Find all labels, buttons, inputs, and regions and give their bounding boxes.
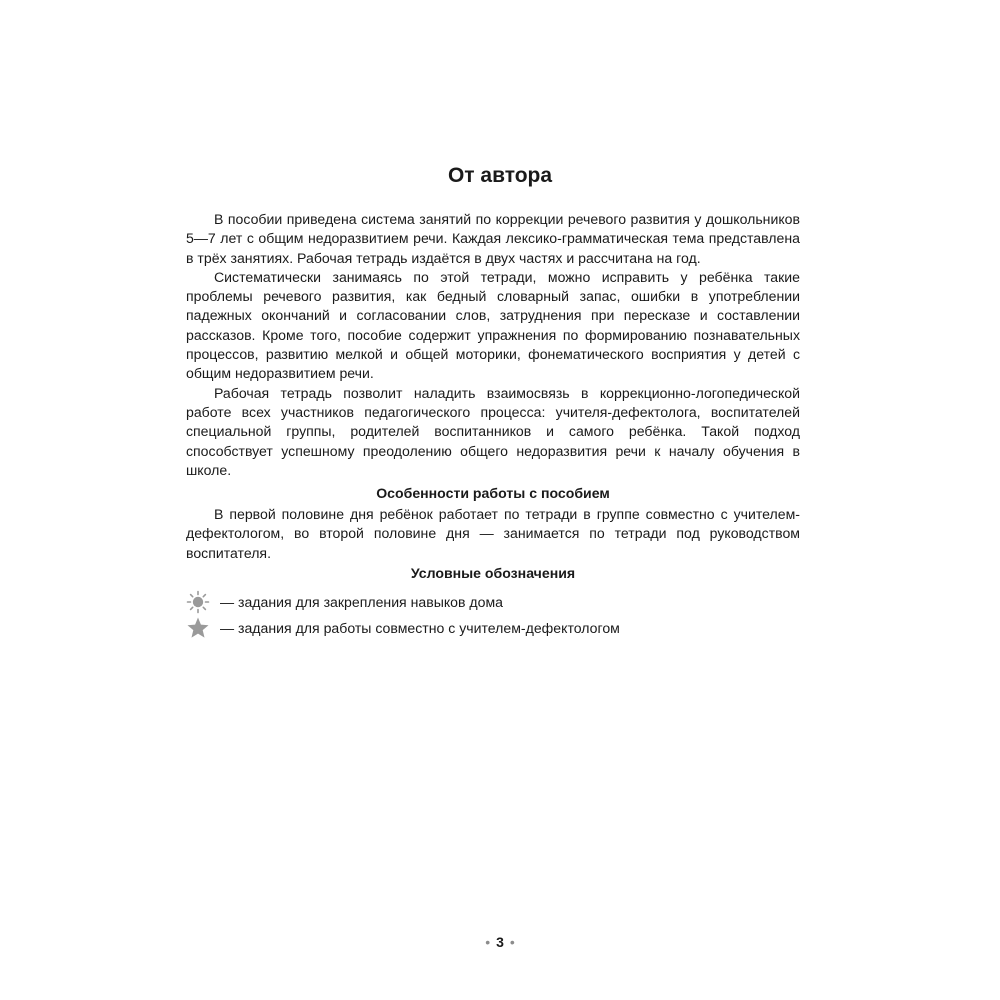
page-title: От автора: [447, 164, 553, 187]
paragraph-3: Рабочая тетрадь позволит наладить взаимосвязь в коррекционно-логопедической работе всех участников педагогического процесса: учителя-дефектолога, воспитателей специальной группы, родителей воспитанников и самого ребёнка. Такой подход способствует успешному преодолению общего недоразвития речи к началу обучения в школе.: [186, 384, 800, 478]
paragraph-2: Систематически занимаясь по этой тетради, можно исправить у ребёнка такие проблемы речевого развития, как бедный словарный запас, ошибки в употреблении падежных окончаний и согласовании слов, затруднения при пересказе и составлении рассказов. Кроме того, пособие содержит упражнения по формированию познавательных процессов, развитию мелкой и общей моторики, фонематического восприятия у детей с общим недоразвитием речи.: [186, 268, 800, 382]
legend-text-home: — задания для закрепления навыков дома: [220, 594, 504, 610]
features-text: [186, 505, 800, 563]
bullet-dot-icon: •: [509, 934, 515, 950]
sun-icon: [186, 590, 210, 614]
page-number: 3: [496, 934, 504, 950]
features-paragraph: В первой половине дня ребёнок работает по тетради в группе совместно с учителем-дефектологом, во второй половине дня — занимается по тетради под руководством воспитателя.: [186, 506, 800, 561]
legend-text-teacher: — задания для работы совместно с учителем-дефектологом: [220, 620, 620, 636]
intro-text: [186, 210, 800, 480]
star-icon: [186, 616, 210, 640]
paragraph-1: В пособии приведена система занятий по коррекции речевого развития у дошкольников 5—7 лет с общим недоразвитием речи. Каждая лексико-грамматическая тема представлена в трёх занятиях. Рабочая тетрадь издаётся в двух частях и рассчитана на год.: [186, 211, 800, 266]
features-heading: Особенности работы с пособием: [376, 485, 610, 501]
legend-item-home: [186, 589, 800, 615]
page-footer: [0, 932, 1000, 952]
legend-heading: Условные обозначения: [410, 565, 576, 581]
bullet-dot-icon: •: [485, 934, 491, 950]
legend-item-teacher: [186, 615, 800, 641]
